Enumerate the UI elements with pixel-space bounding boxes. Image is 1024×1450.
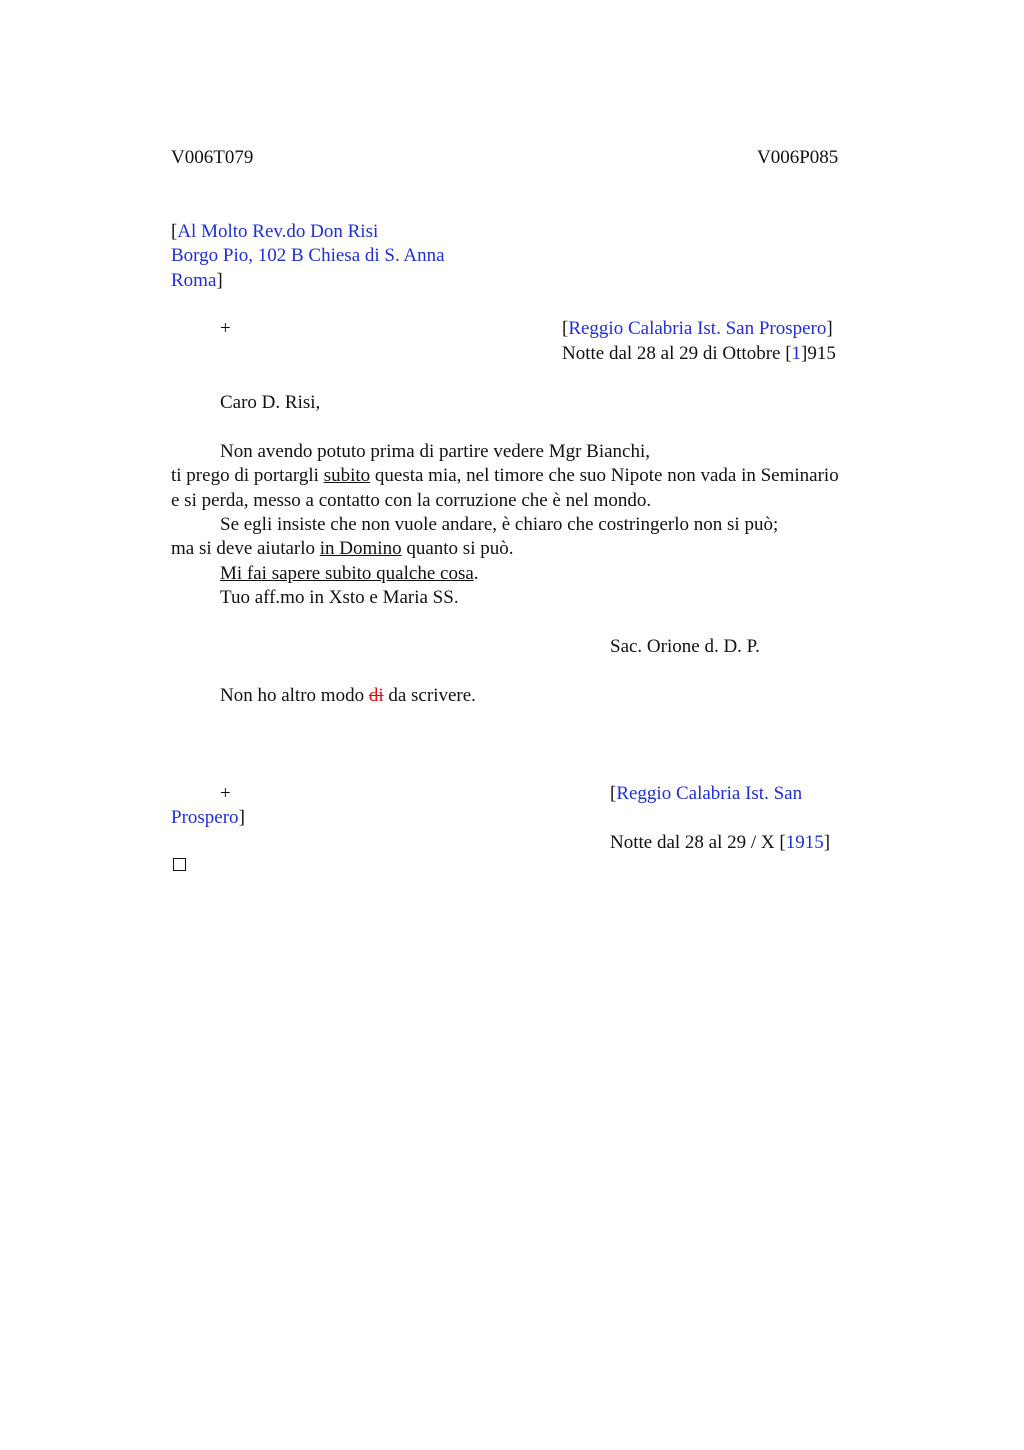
address-line-1: Al Molto Rev.do Don Risi <box>177 221 379 242</box>
empty-square-symbol <box>173 858 186 871</box>
closing-line: Tuo aff.mo in Xsto e Maria SS. <box>220 587 459 608</box>
cross-symbol: + <box>220 318 231 339</box>
address-line-2: Borgo Pio, 102 B Chiesa di S. Anna <box>171 245 445 266</box>
dateline-place: Reggio Calabria Ist. San Prospero <box>568 318 827 339</box>
document-code-right: V006P085 <box>757 147 839 168</box>
body-line: ti prego di portargli subito questa mia, nel timore che suo Nipote non vada in Seminario <box>171 465 839 486</box>
address-line-3: Roma <box>171 270 217 291</box>
body-line: Se egli insiste che non vuole andare, è chiaro che costringerlo non si può; <box>220 514 779 535</box>
envelope-cross-symbol: + <box>220 783 231 804</box>
envelope-date: Notte dal 28 al 29 / X [1915] <box>610 832 831 853</box>
salutation: Caro D. Risi, <box>220 392 321 413</box>
body-line: Mi fai sapere subito qualche cosa. <box>220 563 479 584</box>
struck-word: di <box>368 685 384 706</box>
envelope-place-line-2: Prospero <box>171 807 239 828</box>
body-line: Non avendo potuto prima di partire vedere Mgr Bianchi, <box>220 441 651 462</box>
signature: Sac. Orione d. D. P. <box>610 636 760 657</box>
postscript: Non ho altro modo di da scrivere. <box>220 685 476 706</box>
body-line: ma si deve aiutarlo in Domino quanto si può. <box>171 538 514 559</box>
envelope-place-line-1: Reggio Calabria Ist. San <box>616 783 803 804</box>
body-line: e si perda, messo a contatto con la corruzione che è nel mondo. <box>171 490 652 511</box>
document-code-left: V006T079 <box>171 147 254 168</box>
dateline-date: Notte dal 28 al 29 di Ottobre [1]915 <box>562 343 836 364</box>
